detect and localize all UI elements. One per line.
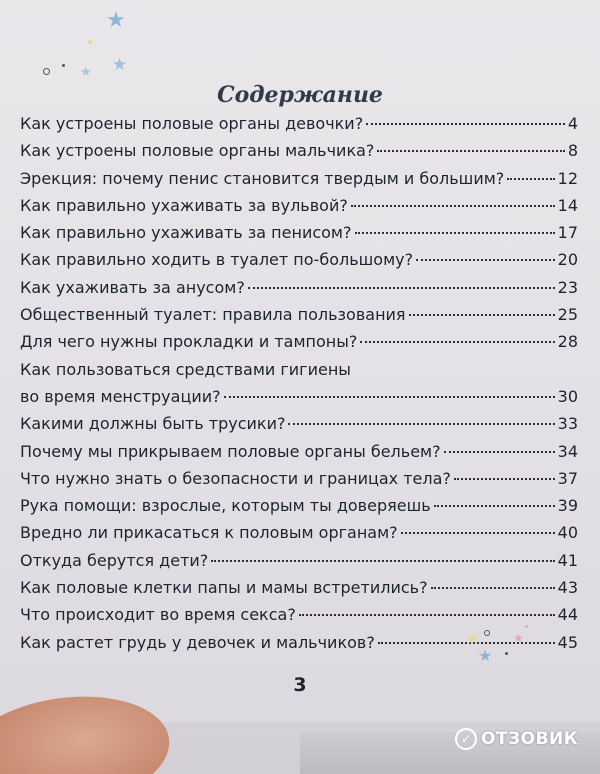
decor-star-icon: ★ <box>106 8 126 33</box>
dot-leader <box>366 123 565 125</box>
contents-entry <box>20 578 578 605</box>
dot-leader <box>288 423 554 425</box>
dot-leader <box>401 532 555 534</box>
dot-leader <box>409 314 555 316</box>
decor-dot <box>525 625 528 628</box>
contents-entry <box>20 223 578 250</box>
contents-entry <box>20 332 578 359</box>
dot-leader <box>377 150 564 152</box>
decor-star-icon: ★ <box>80 65 92 80</box>
dot-leader <box>360 341 554 343</box>
contents-entry <box>20 114 578 141</box>
entry-title: Как устроены половые органы девочки? <box>20 114 364 133</box>
entry-page-number: 28 <box>557 332 578 352</box>
contents-entry <box>20 250 578 277</box>
entry-title: Почему мы прикрываем половые органы бельем? <box>20 441 441 461</box>
decor-dot <box>484 630 490 636</box>
dot-leader <box>248 287 555 289</box>
page-number: 3 <box>293 674 307 696</box>
entry-page-number: 41 <box>557 550 578 570</box>
decor-star-icon: ★ <box>112 55 128 75</box>
contents-entry <box>20 360 578 387</box>
contents-entry <box>20 496 578 523</box>
contents-entry <box>20 387 578 414</box>
entry-page-number: 8 <box>567 141 578 161</box>
watermark-logo-icon: ✓ <box>455 728 477 750</box>
entry-page-number: 4 <box>567 114 578 133</box>
entry-title: Для чего нужны прокладки и тампоны? <box>20 332 358 352</box>
dot-leader <box>444 451 555 453</box>
decor-dot <box>88 40 92 44</box>
entry-title: Как правильно ходить в туалет по-большому? <box>20 250 414 270</box>
decor-star-icon: ★ <box>466 631 479 647</box>
entry-title: Как правильно ухаживать за пенисом? <box>20 223 352 243</box>
dot-leader <box>507 178 554 180</box>
dot-leader <box>431 587 555 589</box>
entry-page-number: 40 <box>557 523 578 543</box>
watermark-text: ОТЗОВИК <box>481 729 579 749</box>
contents-entry <box>20 305 578 332</box>
entry-title: Как пользоваться средствами гигиены <box>20 359 351 379</box>
entry-title: Общественный туалет: правила пользования <box>20 305 406 325</box>
contents-entry <box>20 196 578 223</box>
entry-title: Как правильно ухаживать за вульвой? <box>20 195 348 215</box>
entry-page-number: 33 <box>557 414 578 434</box>
entry-title: Как устроены половые органы мальчика? <box>20 141 375 161</box>
contents-entry <box>20 414 578 441</box>
decor-dot <box>505 652 508 655</box>
decor-star-icon: ★ <box>513 631 524 645</box>
contents-list <box>20 114 578 660</box>
entry-page-number: 14 <box>557 195 578 215</box>
decor-dot <box>62 64 65 67</box>
entry-title: Что происходит во время секса? <box>20 605 296 625</box>
entry-page-number: 17 <box>557 223 578 243</box>
dot-leader <box>355 232 555 234</box>
dot-leader <box>211 560 554 562</box>
dot-leader <box>299 614 555 616</box>
entry-page-number: 37 <box>557 468 578 488</box>
entry-title: Эрекция: почему пенис становится твердым и большим? <box>20 168 505 188</box>
contents-entry <box>20 141 578 168</box>
entry-page-number: 43 <box>557 578 578 598</box>
contents-entry <box>20 551 578 578</box>
entry-page-number: 12 <box>557 168 578 188</box>
dot-leader <box>224 396 555 398</box>
watermark <box>455 728 578 750</box>
entry-page-number: 39 <box>557 496 578 516</box>
dot-leader <box>434 505 555 507</box>
entry-title: Вредно ли прикасаться к половым органам? <box>20 523 398 543</box>
contents-entry <box>20 278 578 305</box>
entry-title: Какими должны быть трусики? <box>20 414 286 434</box>
entry-page-number: 30 <box>557 386 578 406</box>
entry-page-number: 34 <box>557 441 578 461</box>
entry-page-number: 20 <box>557 250 578 270</box>
entry-title: Как половые клетки папы и мамы встретились? <box>20 578 428 598</box>
dot-leader <box>416 259 555 261</box>
contents-entry <box>20 442 578 469</box>
entry-title: во время менструации? <box>20 386 221 406</box>
entry-page-number: 25 <box>557 305 578 325</box>
contents-entry <box>20 523 578 550</box>
entry-title: Откуда берутся дети? <box>20 550 209 570</box>
entry-page-number: 44 <box>557 605 578 625</box>
entry-title: Как ухаживать за анусом? <box>20 277 245 297</box>
contents-title: Содержание <box>217 82 383 108</box>
contents-entry <box>20 605 578 632</box>
dot-leader <box>351 205 555 207</box>
entry-title: Что нужно знать о безопасности и границах тела? <box>20 468 451 488</box>
contents-entry <box>20 633 578 660</box>
contents-entry <box>20 469 578 496</box>
decor-dot <box>43 68 50 75</box>
decor-star-icon: ★ <box>478 646 493 665</box>
entry-title: Как растет грудь у девочек и мальчиков? <box>20 632 375 652</box>
entry-page-number: 45 <box>557 632 578 652</box>
dot-leader <box>454 478 555 480</box>
entry-title: Рука помощи: взрослые, которым ты доверяешь <box>20 496 431 516</box>
entry-page-number: 23 <box>557 277 578 297</box>
contents-entry <box>20 169 578 196</box>
